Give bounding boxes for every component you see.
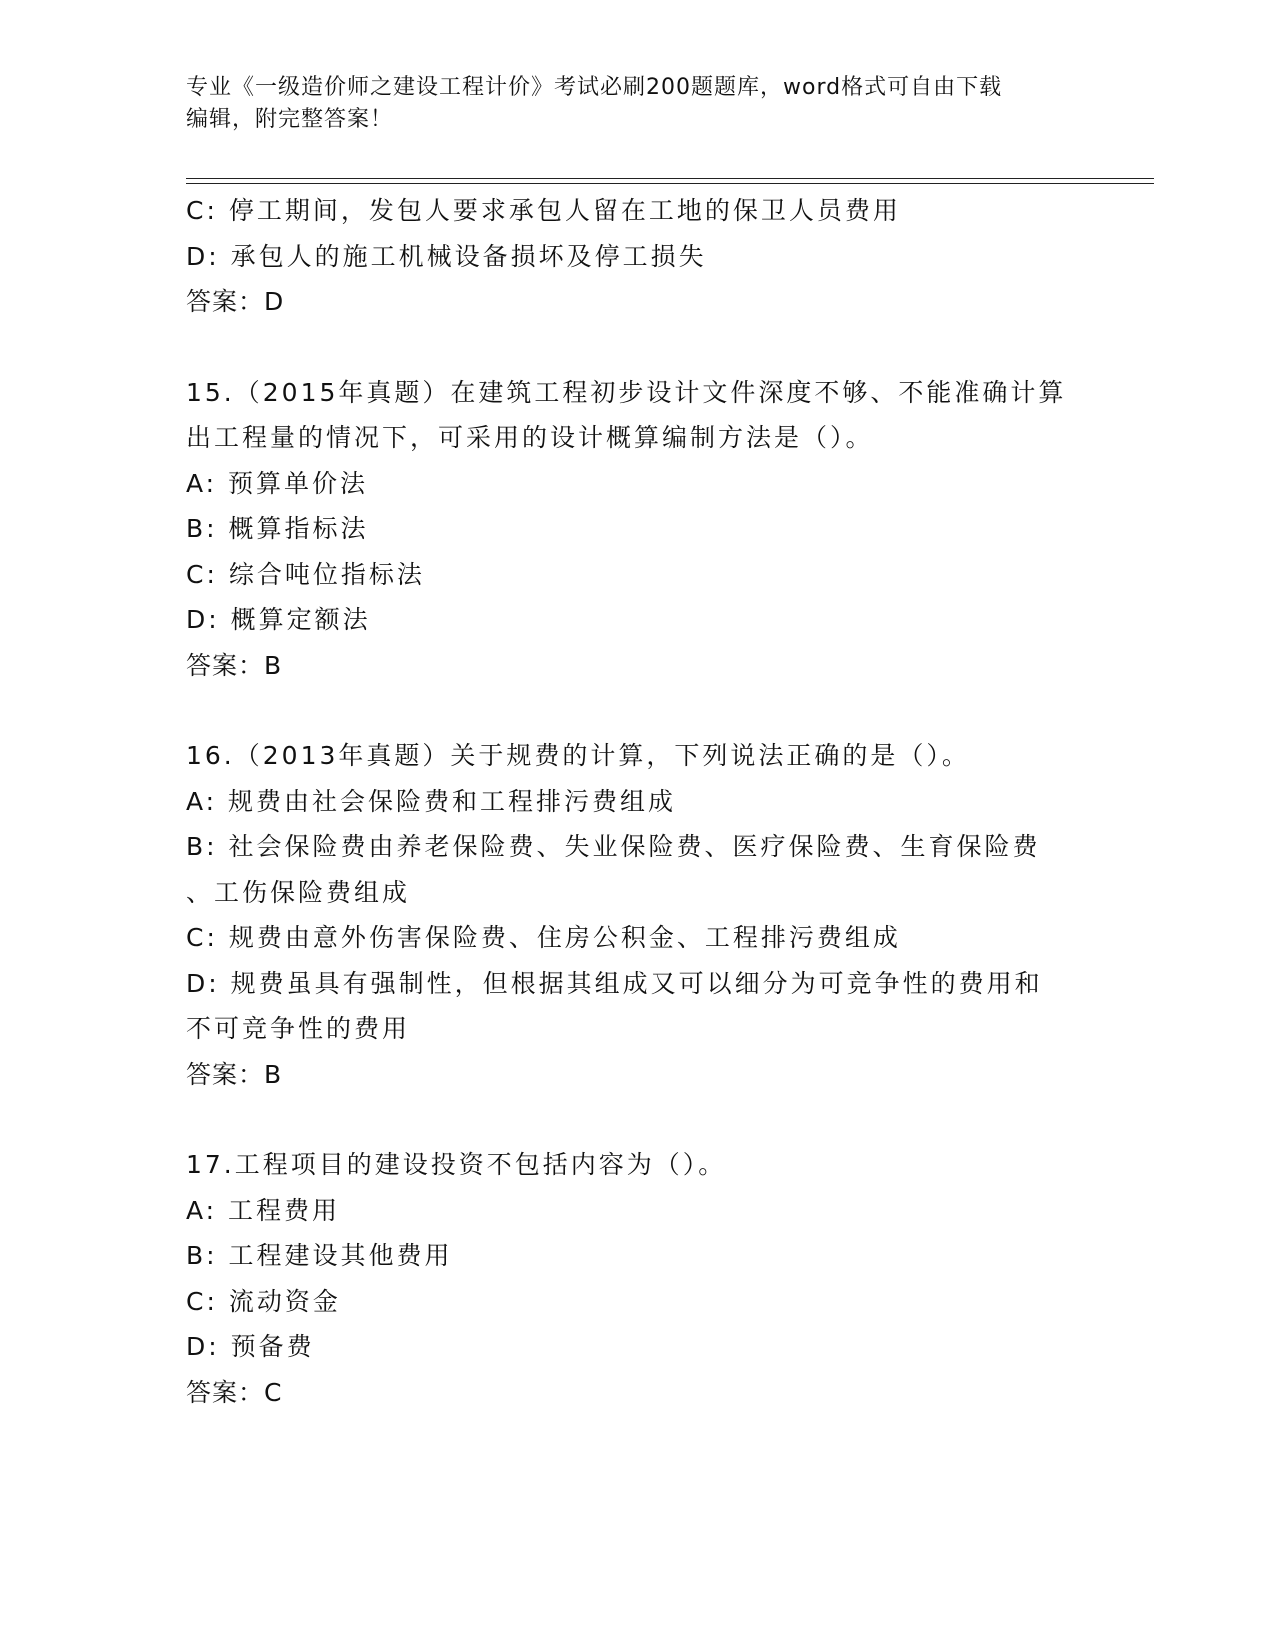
header-divider-top: [186, 178, 1154, 179]
question-14-continued: [186, 188, 1086, 325]
answer: 答案：B: [186, 650, 283, 680]
question-text: 出工程量的情况下，可采用的设计概算编制方法是（）。: [186, 423, 874, 452]
option-c: C: 规费由意外伤害保险费、住房公积金、工程排污费组成: [186, 923, 901, 952]
answer: 答案：B: [186, 1059, 283, 1089]
option-d: D: 概算定额法: [186, 605, 371, 634]
header-line-2: 编辑，附完整答案！: [186, 107, 394, 132]
question-text: 16.（2013年真题）关于规费的计算，下列说法正确的是（）。: [186, 741, 970, 770]
question-text: 17.工程项目的建设投资不包括内容为（）。: [186, 1150, 727, 1179]
option-d: D: 规费虽具有强制性，但根据其组成又可以细分为可竞争性的费用和: [186, 968, 1043, 998]
option-d-continued: 不可竞争性的费用: [186, 1014, 411, 1043]
option-c: C: 综合吨位指标法: [186, 559, 425, 589]
header-line-1: 专业《一级造价师之建设工程计价》考试必刷200题题库，word格式可自由下载: [186, 75, 1003, 100]
option-c: C: 停工期间，发包人要求承包人留在工地的保卫人员费用: [186, 196, 901, 225]
option-b: B: 社会保险费由养老保险费、失业保险费、医疗保险费、生育保险费: [186, 832, 1041, 861]
question-16: [186, 733, 1086, 1097]
option-b: B: 概算指标法: [186, 514, 369, 543]
option-a: A: 规费由社会保险费和工程排污费组成: [186, 786, 677, 816]
question-text: 15.（2015年真题）在建筑工程初步设计文件深度不够、不能准确计算: [186, 377, 1067, 407]
question-17: [186, 1142, 1086, 1415]
option-a: A: 工程费用: [186, 1195, 341, 1225]
option-c: C: 流动资金: [186, 1286, 341, 1316]
option-b-continued: 、工伤保险费组成: [186, 877, 411, 907]
option-d: D: 承包人的施工机械设备损坏及停工损失: [186, 241, 707, 271]
option-a: A: 预算单价法: [186, 468, 369, 498]
option-d: D: 预备费: [186, 1332, 315, 1361]
question-15: [186, 370, 1086, 689]
answer: 答案：C: [186, 1377, 283, 1407]
document-body: [186, 188, 1086, 1415]
answer: 答案：D: [186, 287, 285, 316]
document-header: [186, 72, 1086, 136]
option-b: B: 工程建设其他费用: [186, 1241, 453, 1270]
header-divider-bottom: [186, 183, 1154, 184]
